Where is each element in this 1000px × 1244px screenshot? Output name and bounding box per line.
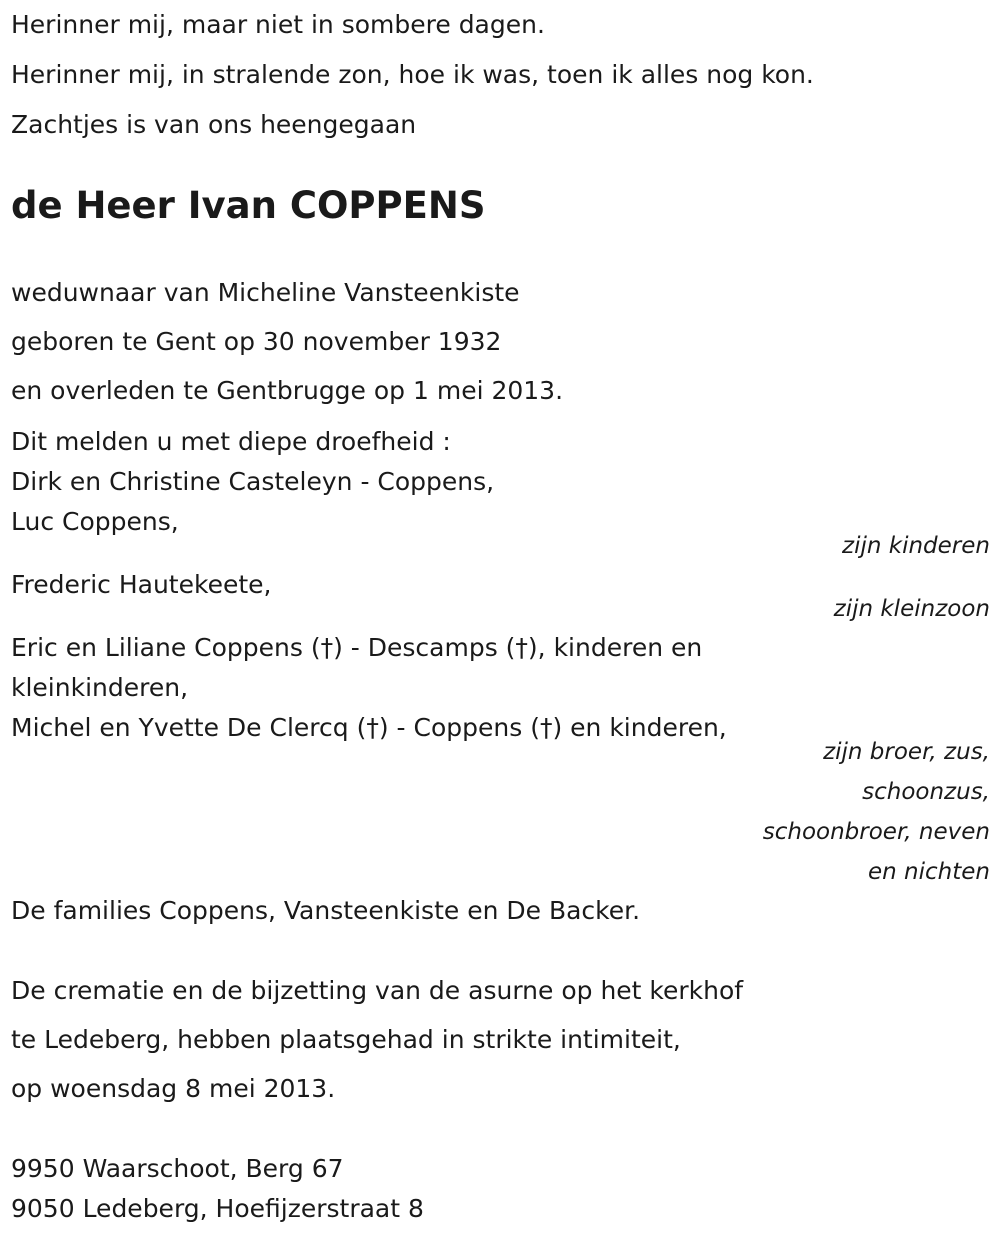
announcement-intro: Dit melden u met diepe droefheid : xyxy=(11,427,451,456)
address-line: 9950 Waarschoot, Berg 67 xyxy=(11,1154,344,1183)
ceremony-line: De crematie en de bijzetting van de asurne op het kerkhof xyxy=(11,976,744,1005)
death-line: en overleden te Gentbrugge op 1 mei 2013. xyxy=(11,376,564,405)
siblings-relation-line: schoonzus, xyxy=(862,779,990,805)
poem-line-2: Herinner mij, in stralende zon, hoe ik was, toen ik alles nog kon. xyxy=(11,60,814,89)
child-line: Dirk en Christine Casteleyn - Coppens, xyxy=(11,467,495,496)
sibling-line: kleinkinderen, xyxy=(11,673,189,702)
sibling-line: Eric en Liliane Coppens (†) - Descamps (†), kinderen en xyxy=(11,633,703,662)
birth-line: geboren te Gent op 30 november 1932 xyxy=(11,327,502,356)
sibling-line: Michel en Yvette De Clercq (†) - Coppens (†) en kinderen, xyxy=(11,713,727,742)
siblings-relation-line: en nichten xyxy=(868,859,990,885)
grandchild-relation: zijn kleinzoon xyxy=(833,596,990,622)
child-line: Luc Coppens, xyxy=(11,507,179,536)
poem-line-3: Zachtjes is van ons heengegaan xyxy=(11,110,417,139)
ceremony-line: op woensdag 8 mei 2013. xyxy=(11,1074,336,1103)
grandchild-line: Frederic Hautekeete, xyxy=(11,570,272,599)
children-relation: zijn kinderen xyxy=(842,533,990,559)
address-line: 9050 Ledeberg, Hoefijzerstraat 8 xyxy=(11,1194,424,1223)
widower-of: weduwnaar van Micheline Vansteenkiste xyxy=(11,278,520,307)
siblings-relation-line: zijn broer, zus, xyxy=(823,739,990,765)
poem-line-1: Herinner mij, maar niet in sombere dagen. xyxy=(11,10,545,39)
deceased-name: de Heer Ivan COPPENS xyxy=(11,184,486,227)
siblings-relation-line: schoonbroer, neven xyxy=(762,819,990,845)
ceremony-line: te Ledeberg, hebben plaatsgehad in strikte intimiteit, xyxy=(11,1025,681,1054)
families-line: De families Coppens, Vansteenkiste en De Backer. xyxy=(11,896,641,925)
